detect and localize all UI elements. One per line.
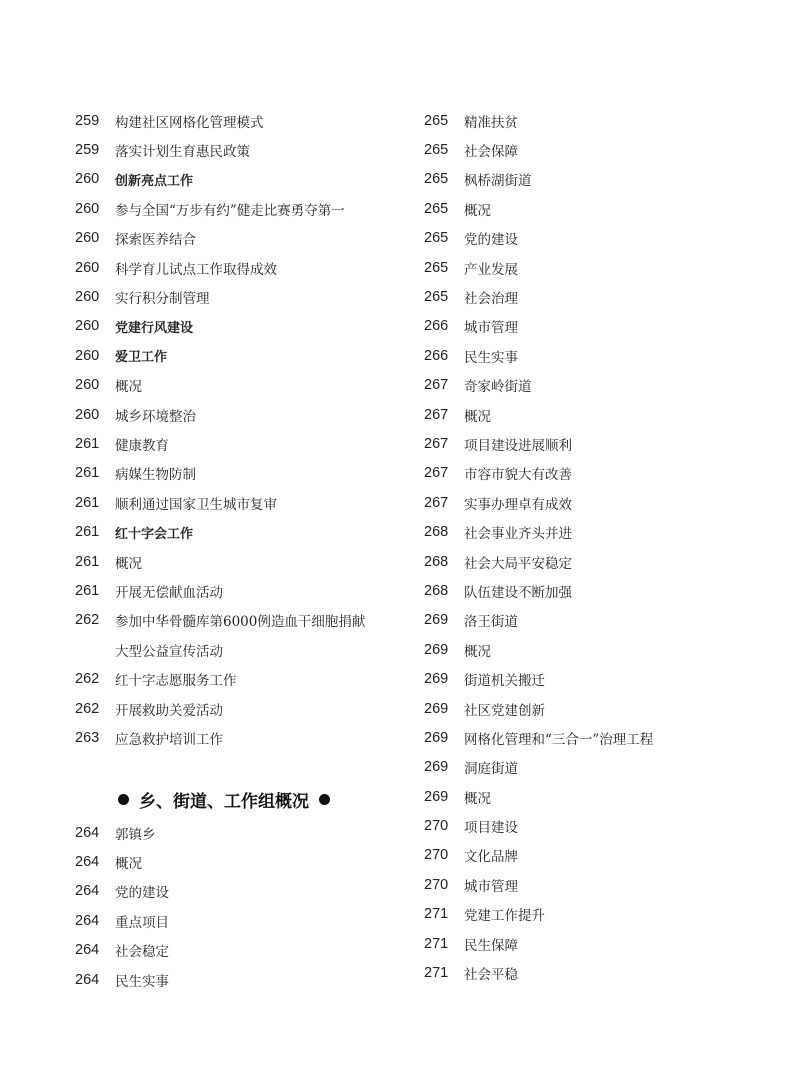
toc-entry-title: 城乡环境整治 (115, 408, 196, 425)
toc-entry-title: 城市管理 (464, 878, 518, 895)
toc-entry[interactable] (75, 459, 405, 488)
toc-entry[interactable] (424, 811, 764, 840)
toc-page-number: 271 (424, 935, 449, 952)
toc-page-number: 262 (75, 612, 100, 629)
toc-page-number: 269 (424, 641, 449, 658)
toc-entry[interactable] (75, 664, 405, 693)
toc-entry-title: 参与全国“万步有约”健走比赛勇夺第一 (115, 202, 345, 219)
toc-entry-title: 概况 (115, 379, 142, 396)
toc-page-number: 260 (75, 377, 100, 394)
toc-page-number: 260 (75, 318, 100, 335)
toc-entry-title: 洞庭街道 (464, 761, 518, 778)
toc-page-number: 265 (424, 112, 449, 129)
bullet-dot-icon (319, 794, 330, 805)
toc-entry[interactable] (424, 224, 764, 253)
toc-entry-title: 民生实事 (464, 349, 518, 366)
toc-entry-title: 项目建设 (464, 820, 518, 837)
toc-entry-title: 概况 (464, 643, 491, 660)
toc-list-right (424, 106, 764, 988)
toc-page-number: 262 (75, 700, 100, 717)
section-heading (75, 782, 405, 818)
toc-page-number: 267 (424, 465, 449, 482)
toc-entry[interactable] (424, 870, 764, 899)
bullet-dot-icon (118, 794, 129, 805)
toc-entry[interactable] (424, 429, 764, 458)
toc-page-number: 265 (424, 259, 449, 276)
section-spacer (75, 753, 405, 782)
toc-page-number: 264 (75, 883, 100, 900)
toc-page-number: 269 (424, 612, 449, 629)
toc-entry-title: 实行积分制管理 (115, 291, 210, 308)
toc-entry[interactable] (75, 818, 405, 847)
toc-entry[interactable] (75, 429, 405, 458)
toc-entry-title: 郭镇乡 (115, 826, 156, 843)
toc-list-left-lower (75, 818, 405, 994)
toc-page-number: 268 (424, 582, 449, 599)
toc-page-number: 270 (424, 876, 449, 893)
toc-entry-title: 洛王街道 (464, 614, 518, 631)
toc-page-number: 260 (75, 230, 100, 247)
toc-entry-title: 病媒生物防制 (115, 467, 196, 484)
section-heading-text: 乡、街道、工作组概况 (139, 792, 309, 813)
toc-entry[interactable] (424, 929, 764, 958)
toc-entry[interactable] (75, 400, 405, 429)
toc-entry[interactable] (75, 847, 405, 876)
toc-page-number: 264 (75, 942, 100, 959)
toc-entry-title: 概况 (464, 408, 491, 425)
toc-entry-title: 队伍建设不断加强 (464, 584, 572, 601)
toc-entry[interactable] (75, 135, 405, 164)
toc-page-number: 267 (424, 406, 449, 423)
toc-entry-title: 奇家岭街道 (464, 379, 532, 396)
toc-entry[interactable] (75, 606, 405, 635)
toc-entry-title: 社会保障 (464, 144, 518, 161)
toc-right-column (424, 106, 764, 988)
toc-entry-title: 红十字会工作 (115, 526, 194, 542)
toc-entry-title: 爱卫工作 (115, 350, 168, 366)
toc-entry[interactable] (424, 782, 764, 811)
toc-page-number: 271 (424, 906, 449, 923)
toc-page-number: 268 (424, 553, 449, 570)
toc-page-number: 264 (75, 971, 100, 988)
toc-page-number: 263 (75, 729, 100, 746)
toc-entry[interactable] (75, 341, 405, 370)
toc-page-number: 264 (75, 854, 100, 871)
toc-page-number: 270 (424, 818, 449, 835)
toc-page-number: 260 (75, 289, 100, 306)
toc-entry-title: 构建社区网格化管理模式 (115, 114, 264, 131)
toc-page-number: 261 (75, 465, 100, 482)
toc-entry-title: 民生保障 (464, 937, 518, 954)
toc-page-number: 269 (424, 729, 449, 746)
toc-entry[interactable] (75, 371, 405, 400)
toc-entry[interactable] (424, 459, 764, 488)
toc-page-number: 269 (424, 759, 449, 776)
toc-entry[interactable] (424, 400, 764, 429)
toc-list-left-middle (75, 664, 405, 752)
toc-entry-title: 科学育儿试点工作取得成效 (115, 261, 277, 278)
toc-entry[interactable] (75, 694, 405, 723)
toc-entry[interactable] (75, 936, 405, 965)
toc-entry-title: 党的建设 (115, 885, 169, 902)
toc-left-column (75, 106, 405, 994)
toc-entry[interactable] (424, 635, 764, 664)
toc-entry[interactable] (75, 517, 405, 546)
toc-page-number: 260 (75, 200, 100, 217)
toc-page-number: 262 (75, 671, 100, 688)
toc-entry[interactable] (75, 488, 405, 517)
toc-entry[interactable] (75, 547, 405, 576)
toc-entry-title: 党建工作提升 (464, 908, 545, 925)
toc-entry[interactable] (75, 312, 405, 341)
toc-entry-title: 开展救助关爱活动 (115, 702, 223, 719)
toc-entry[interactable] (75, 877, 405, 906)
toc-entry-title: 红十字志愿服务工作 (115, 673, 237, 690)
toc-page-number: 265 (424, 142, 449, 159)
toc-page-number: 259 (75, 142, 100, 159)
toc-page-number: 270 (424, 847, 449, 864)
toc-page-number: 267 (424, 435, 449, 452)
toc-entry[interactable] (424, 341, 764, 370)
toc-entry[interactable] (424, 253, 764, 282)
toc-entry-title: 城市管理 (464, 320, 518, 337)
toc-entry[interactable] (75, 224, 405, 253)
toc-page-number: 267 (424, 494, 449, 511)
toc-entry-title: 社会大局平安稳定 (464, 555, 572, 572)
toc-entry-title: 产业发展 (464, 261, 518, 278)
toc-entry[interactable] (424, 194, 764, 223)
toc-page-number: 264 (75, 824, 100, 841)
toc-entry[interactable] (75, 106, 405, 135)
toc-entry-title: 文化品牌 (464, 849, 518, 866)
toc-entry-title: 街道机关搬迁 (464, 673, 545, 690)
toc-entry-title: 社会稳定 (115, 944, 169, 961)
toc-page-number: 269 (424, 788, 449, 805)
toc-entry[interactable] (424, 135, 764, 164)
toc-entry[interactable] (75, 282, 405, 311)
toc-page-number: 261 (75, 524, 100, 541)
toc-entry[interactable] (424, 900, 764, 929)
toc-entry[interactable] (75, 723, 405, 752)
toc-page-number: 259 (75, 112, 100, 129)
toc-entry-title: 重点项目 (115, 914, 169, 931)
toc-entry-title: 网格化管理和“三合一”治理工程 (464, 731, 654, 748)
toc-page-number: 260 (75, 171, 100, 188)
toc-entry[interactable] (424, 723, 764, 752)
toc-page-number: 269 (424, 700, 449, 717)
toc-entry-title: 市容市貌大有改善 (464, 467, 572, 484)
toc-entry-title: 健康教育 (115, 437, 169, 454)
toc-entry-title: 社会事业齐头并进 (464, 526, 572, 543)
toc-entry[interactable] (424, 488, 764, 517)
toc-entry[interactable] (424, 958, 764, 987)
toc-entry[interactable] (424, 312, 764, 341)
toc-entry-title: 民生实事 (115, 973, 169, 990)
toc-entry[interactable] (424, 841, 764, 870)
toc-entry[interactable] (424, 664, 764, 693)
toc-page-number: 260 (75, 259, 100, 276)
toc-entry-title: 精准扶贫 (464, 114, 518, 131)
toc-entry-title: 社会平稳 (464, 967, 518, 984)
toc-entry-title: 概况 (464, 790, 491, 807)
toc-page-number: 261 (75, 494, 100, 511)
toc-page-number: 265 (424, 230, 449, 247)
toc-entry-title: 参加中华骨髓库第6000例造血干细胞捐献 (115, 614, 366, 631)
toc-entry[interactable] (424, 606, 764, 635)
toc-entry[interactable] (75, 906, 405, 935)
toc-entry-title: 应急救护培训工作 (115, 731, 223, 748)
toc-page-number: 260 (75, 406, 100, 423)
toc-entry[interactable] (424, 282, 764, 311)
toc-entry-title: 社会治理 (464, 291, 518, 308)
toc-page-number: 260 (75, 347, 100, 364)
toc-entry[interactable] (424, 517, 764, 546)
toc-entry-title: 党建行风建设 (115, 320, 194, 336)
toc-page-number: 265 (424, 200, 449, 217)
toc-entry-continuation-text: 大型公益宣传活动 (115, 643, 223, 660)
toc-entry-title: 枫桥湖街道 (464, 173, 532, 190)
toc-entry-title: 落实计划生育惠民政策 (115, 144, 250, 161)
toc-entry-title: 社区党建创新 (464, 702, 545, 719)
toc-entry[interactable] (75, 194, 405, 223)
toc-page-number: 271 (424, 965, 449, 982)
toc-entry[interactable] (424, 165, 764, 194)
toc-page-number: 261 (75, 582, 100, 599)
toc-page-number: 261 (75, 553, 100, 570)
toc-entry-title: 顺利通过国家卫生城市复审 (115, 496, 277, 513)
toc-page-number: 268 (424, 524, 449, 541)
toc-entry[interactable] (75, 965, 405, 994)
toc-entry[interactable] (75, 253, 405, 282)
toc-entry-title: 概况 (464, 202, 491, 219)
toc-entry-title: 创新亮点工作 (115, 173, 194, 189)
toc-page-number: 261 (75, 435, 100, 452)
toc-entry[interactable] (424, 547, 764, 576)
toc-list-left-upper (75, 106, 405, 635)
toc-entry[interactable] (424, 694, 764, 723)
toc-entry-title: 概况 (115, 555, 142, 572)
toc-entry[interactable] (424, 576, 764, 605)
toc-entry[interactable] (75, 576, 405, 605)
toc-entry-title: 开展无偿献血活动 (115, 584, 223, 601)
toc-entry[interactable] (75, 165, 405, 194)
toc-page-number: 265 (424, 171, 449, 188)
toc-entry-title: 实事办理卓有成效 (464, 496, 572, 513)
toc-page-number: 269 (424, 671, 449, 688)
toc-entry-title: 项目建设进展顺利 (464, 437, 572, 454)
toc-page-number: 267 (424, 377, 449, 394)
toc-page-number: 266 (424, 318, 449, 335)
toc-entry-title: 党的建设 (464, 232, 518, 249)
toc-entry[interactable] (424, 753, 764, 782)
toc-page-number: 264 (75, 912, 100, 929)
toc-entry-title: 概况 (115, 856, 142, 873)
toc-entry-continuation (75, 635, 405, 664)
toc-entry[interactable] (424, 371, 764, 400)
toc-entry-title: 探索医养结合 (115, 232, 196, 249)
toc-page-number: 265 (424, 289, 449, 306)
toc-entry[interactable] (424, 106, 764, 135)
toc-page-number: 266 (424, 347, 449, 364)
